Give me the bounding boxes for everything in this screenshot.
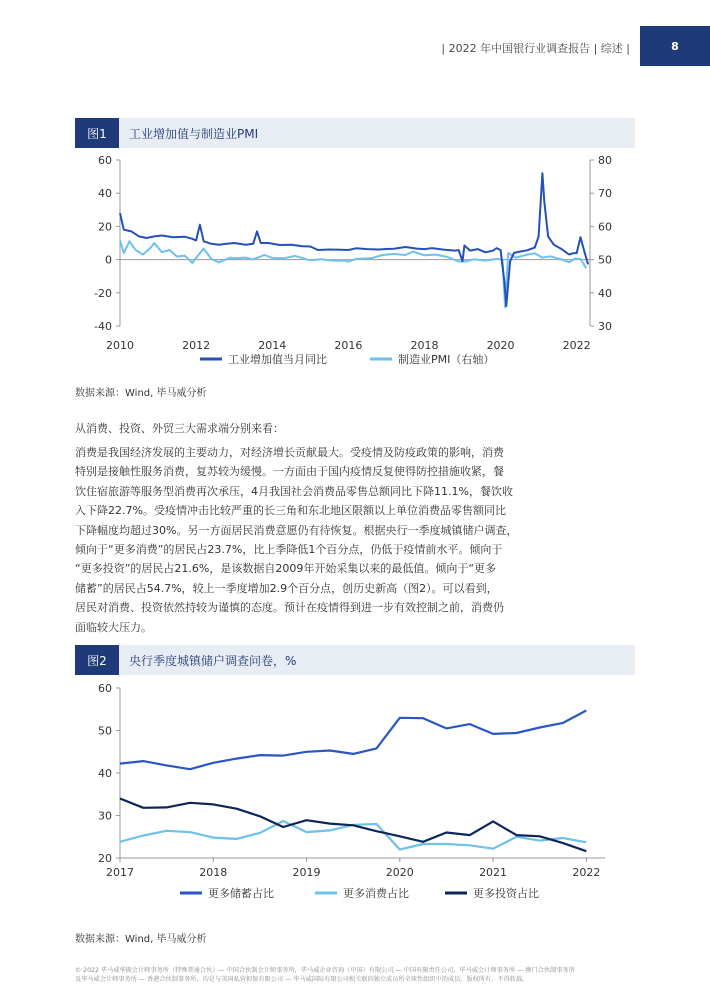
paragraph-line: 入下降22.7%。受疫情冲击比较严重的长三角和东北地区限额以上单位消费品零售额同比	[75, 504, 506, 518]
copyright-footer	[75, 966, 645, 984]
figure2-number: 图2	[75, 645, 119, 675]
series-line-investment-share	[120, 799, 586, 852]
y-left-tick-label: 20	[98, 220, 112, 234]
x-tick-label: 2014	[258, 339, 287, 352]
legend-label: 制造业PMI（右轴）	[398, 353, 495, 366]
x-tick-label: 2020	[385, 866, 414, 879]
y-tick-label: 60	[98, 682, 112, 695]
y-tick-label: 50	[98, 724, 112, 738]
y-right-tick-label: 80	[598, 154, 612, 167]
figure2-chart	[70, 678, 640, 910]
paragraph-line: 饮住宿旅游等服务型消费再次承压，4月我国社会消费品零售总额同比下降11.1%，餐饮收	[75, 484, 513, 498]
footer-line: © 2022 毕马威华振会计师事务所（特殊普通合伙）— 中国合伙制会计师事务所，毕马威企业咨询（中国）有限公司 — 中国有限责任公司，毕马威会计师事务所 — 澳门合伙制事务所	[75, 967, 575, 974]
figure2-source: 数据来源：Wind, 毕马威分析	[75, 934, 207, 945]
x-tick-label: 2019	[292, 866, 321, 879]
page-number-tab: 8	[640, 26, 710, 66]
series-line-industrial-value-added	[120, 173, 588, 306]
figure2-header	[75, 645, 635, 675]
paragraph-line: 面临较大压力。	[75, 620, 152, 634]
x-tick-label: 2018	[199, 866, 228, 879]
y-right-tick-label: 70	[598, 187, 612, 201]
y-left-tick-label: 60	[98, 154, 112, 167]
lead-paragraph: 从消费、投资、外贸三大需求端分别来看：	[75, 422, 284, 435]
y-tick-label: 20	[98, 852, 112, 865]
paragraph-line: 储蓄”的居民占54.7%，较上一季度增加2.9个百分点，创历史新高（图2）。可以看到，	[75, 581, 498, 595]
paragraph-line: 特别是接触性服务消费，复苏较为缓慢。一方面由于国内疫情反复使得防控措施收紧，餐	[75, 465, 504, 479]
x-tick-label: 2010	[106, 339, 134, 352]
figure1-header	[75, 118, 635, 148]
y-right-tick-label: 50	[598, 253, 612, 267]
y-tick-label: 30	[98, 809, 112, 823]
y-left-tick-label: 0	[105, 253, 112, 267]
report-header-title: | 2022 年中国银行业调查报告 | 综述 |	[441, 42, 630, 55]
x-tick-label: 2012	[182, 339, 211, 352]
figure1-source: 数据来源：Wind, 毕马威分析	[75, 388, 207, 399]
legend-label: 更多消费占比	[343, 887, 409, 900]
legend-label: 更多储蓄占比	[208, 887, 274, 900]
figure1-title: 工业增加值与制造业PMI	[129, 126, 259, 141]
y-right-tick-label: 30	[598, 320, 612, 333]
y-left-tick-label: -40	[94, 320, 112, 333]
y-left-tick-label: 40	[98, 187, 112, 201]
paragraph-line: 下降幅度均超过30%。另一方面居民消费意愿仍有待恢复。根据央行一季度城镇储户调查，	[75, 523, 518, 537]
x-tick-label: 2018	[410, 339, 439, 352]
series-line-manufacturing-pmi	[120, 240, 586, 307]
x-tick-label: 2021	[479, 866, 508, 879]
paragraph-line: 居民对消费、投资依然持较为谨慎的态度。预计在疫情得到进一步有效控制之前，消费仍	[75, 601, 504, 615]
figure2-title: 央行季度城镇储户调查问卷，%	[129, 653, 297, 668]
body-paragraph	[75, 443, 635, 637]
x-tick-label: 2022	[572, 866, 601, 879]
legend-label: 更多投资占比	[473, 887, 539, 900]
series-line-savings-share	[120, 711, 586, 770]
legend-label: 工业增加值当月同比	[228, 353, 327, 366]
figure1-chart	[70, 150, 640, 375]
x-tick-label: 2017	[106, 866, 134, 879]
paragraph-line: “更多投资”的居民占21.6%，是该数据自2009年开始采集以来的最低值。倾向于“更多	[75, 562, 497, 576]
paragraph-line: 消费是我国经济发展的主要动力，对经济增长贡献最大。受疫情及防疫政策的影响，消费	[75, 446, 504, 459]
x-tick-label: 2016	[334, 339, 363, 352]
paragraph-line: 倾向于“更多消费”的居民占23.7%，比上季降低1个百分点，仍低于疫情前水平。倾向于	[75, 543, 503, 557]
y-left-tick-label: -20	[94, 286, 112, 300]
y-tick-label: 40	[98, 767, 112, 780]
x-tick-label: 2020	[486, 339, 515, 352]
y-right-tick-label: 40	[598, 286, 612, 300]
x-tick-label: 2022	[562, 339, 591, 352]
footer-line: 及毕马威会计师事务所 — 香港合伙制事务所，均是与英国私营担保有限公司 — 毕马威国际有限公司相关联的独立成员所全球性组织中的成员。版权所有，不得转载。	[75, 976, 529, 983]
figure1-number: 图1	[75, 118, 119, 148]
y-right-tick-label: 60	[598, 220, 612, 234]
